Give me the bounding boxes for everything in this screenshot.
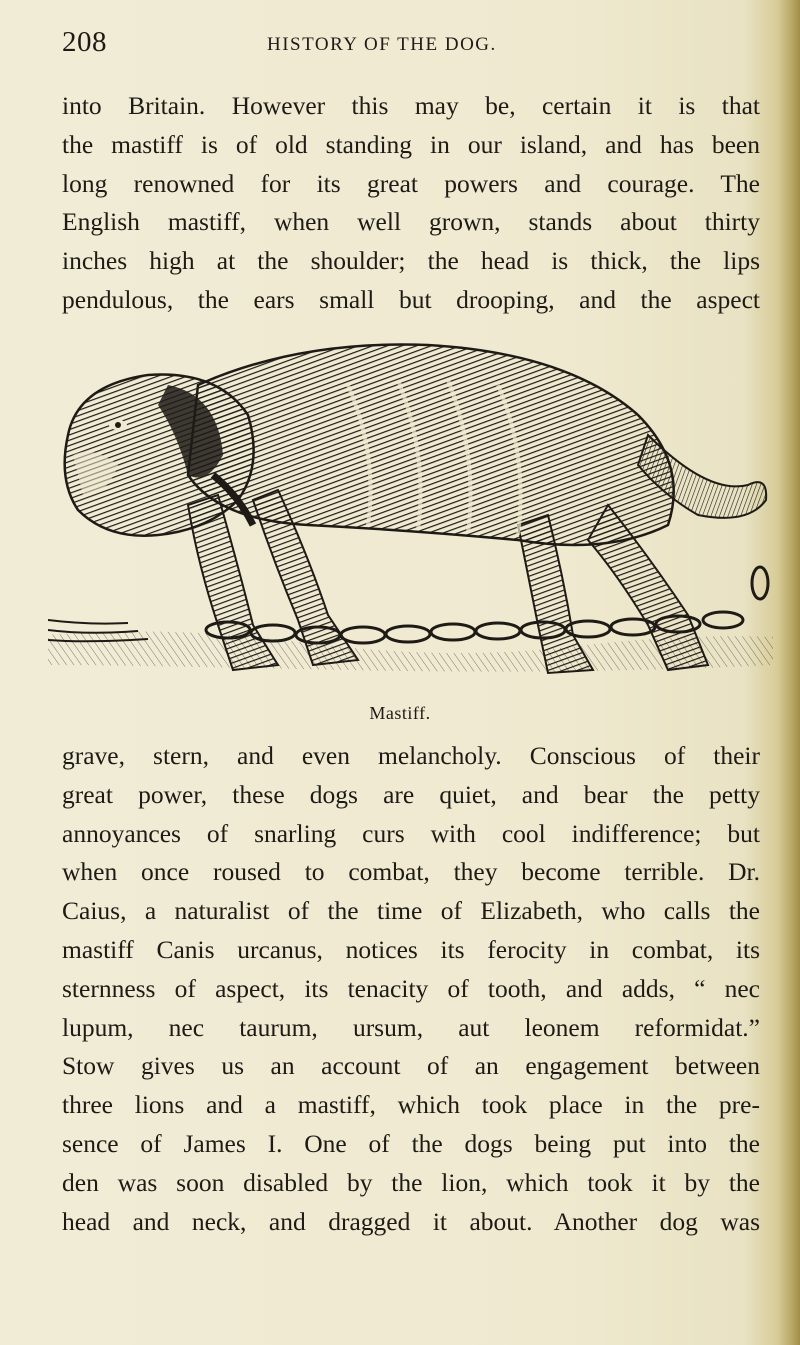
text-line: Caius, a naturalist of the time of Elizabeth, who calls the [62, 896, 760, 926]
text-line: den was soon disabled by the lion, which took it by the [62, 1167, 760, 1197]
running-head: HISTORY OF THE DOG. [267, 34, 497, 55]
text-line: grave, stern, and even melancholy. Conscious of their [62, 741, 760, 770]
page-number: 208 [62, 26, 107, 58]
text-line: mastiff Canis urcanus, notices its ferocity in combat, its [62, 934, 760, 964]
mastiff-engraving [48, 325, 773, 695]
text-line: inches high at the shoulder; the head is thick, the lips [62, 246, 760, 276]
text-line: into Britain. However this may be, certain it is that [62, 91, 760, 120]
text-line: sternness of aspect, its tenacity of tooth, and adds, “ nec [62, 973, 760, 1003]
text-line: three lions and a mastiff, which took place in the pre- [62, 1090, 760, 1120]
paragraph-top [62, 87, 760, 320]
text-line: lupum, nec taurum, ursum, aut leonem reformidat.” [62, 1012, 760, 1042]
text-line: sence of James I. One of the dogs being put into the [62, 1128, 760, 1158]
text-line: pendulous, the ears small but drooping, and the aspect [62, 284, 760, 314]
text-line: when once roused to combat, they become terrible. Dr. [62, 857, 760, 887]
text-line: long renowned for its great powers and courage. The [62, 168, 760, 198]
text-line: the mastiff is of old standing in our island, and has been [62, 129, 760, 159]
figure-caption: Mastiff. [369, 703, 431, 723]
page-header [62, 26, 752, 66]
paragraph-bottom [62, 737, 760, 1241]
text-line: annoyances of snarling curs with cool indifference; but [62, 818, 760, 848]
page-edge-shadow [778, 0, 800, 1345]
text-line: English mastiff, when well grown, stands about thirty [62, 207, 760, 237]
text-line: head and neck, and dragged it about. Another dog was [62, 1206, 760, 1236]
text-line: great power, these dogs are quiet, and bear the petty [62, 779, 760, 809]
text-line: Stow gives us an account of an engagement between [62, 1051, 760, 1081]
